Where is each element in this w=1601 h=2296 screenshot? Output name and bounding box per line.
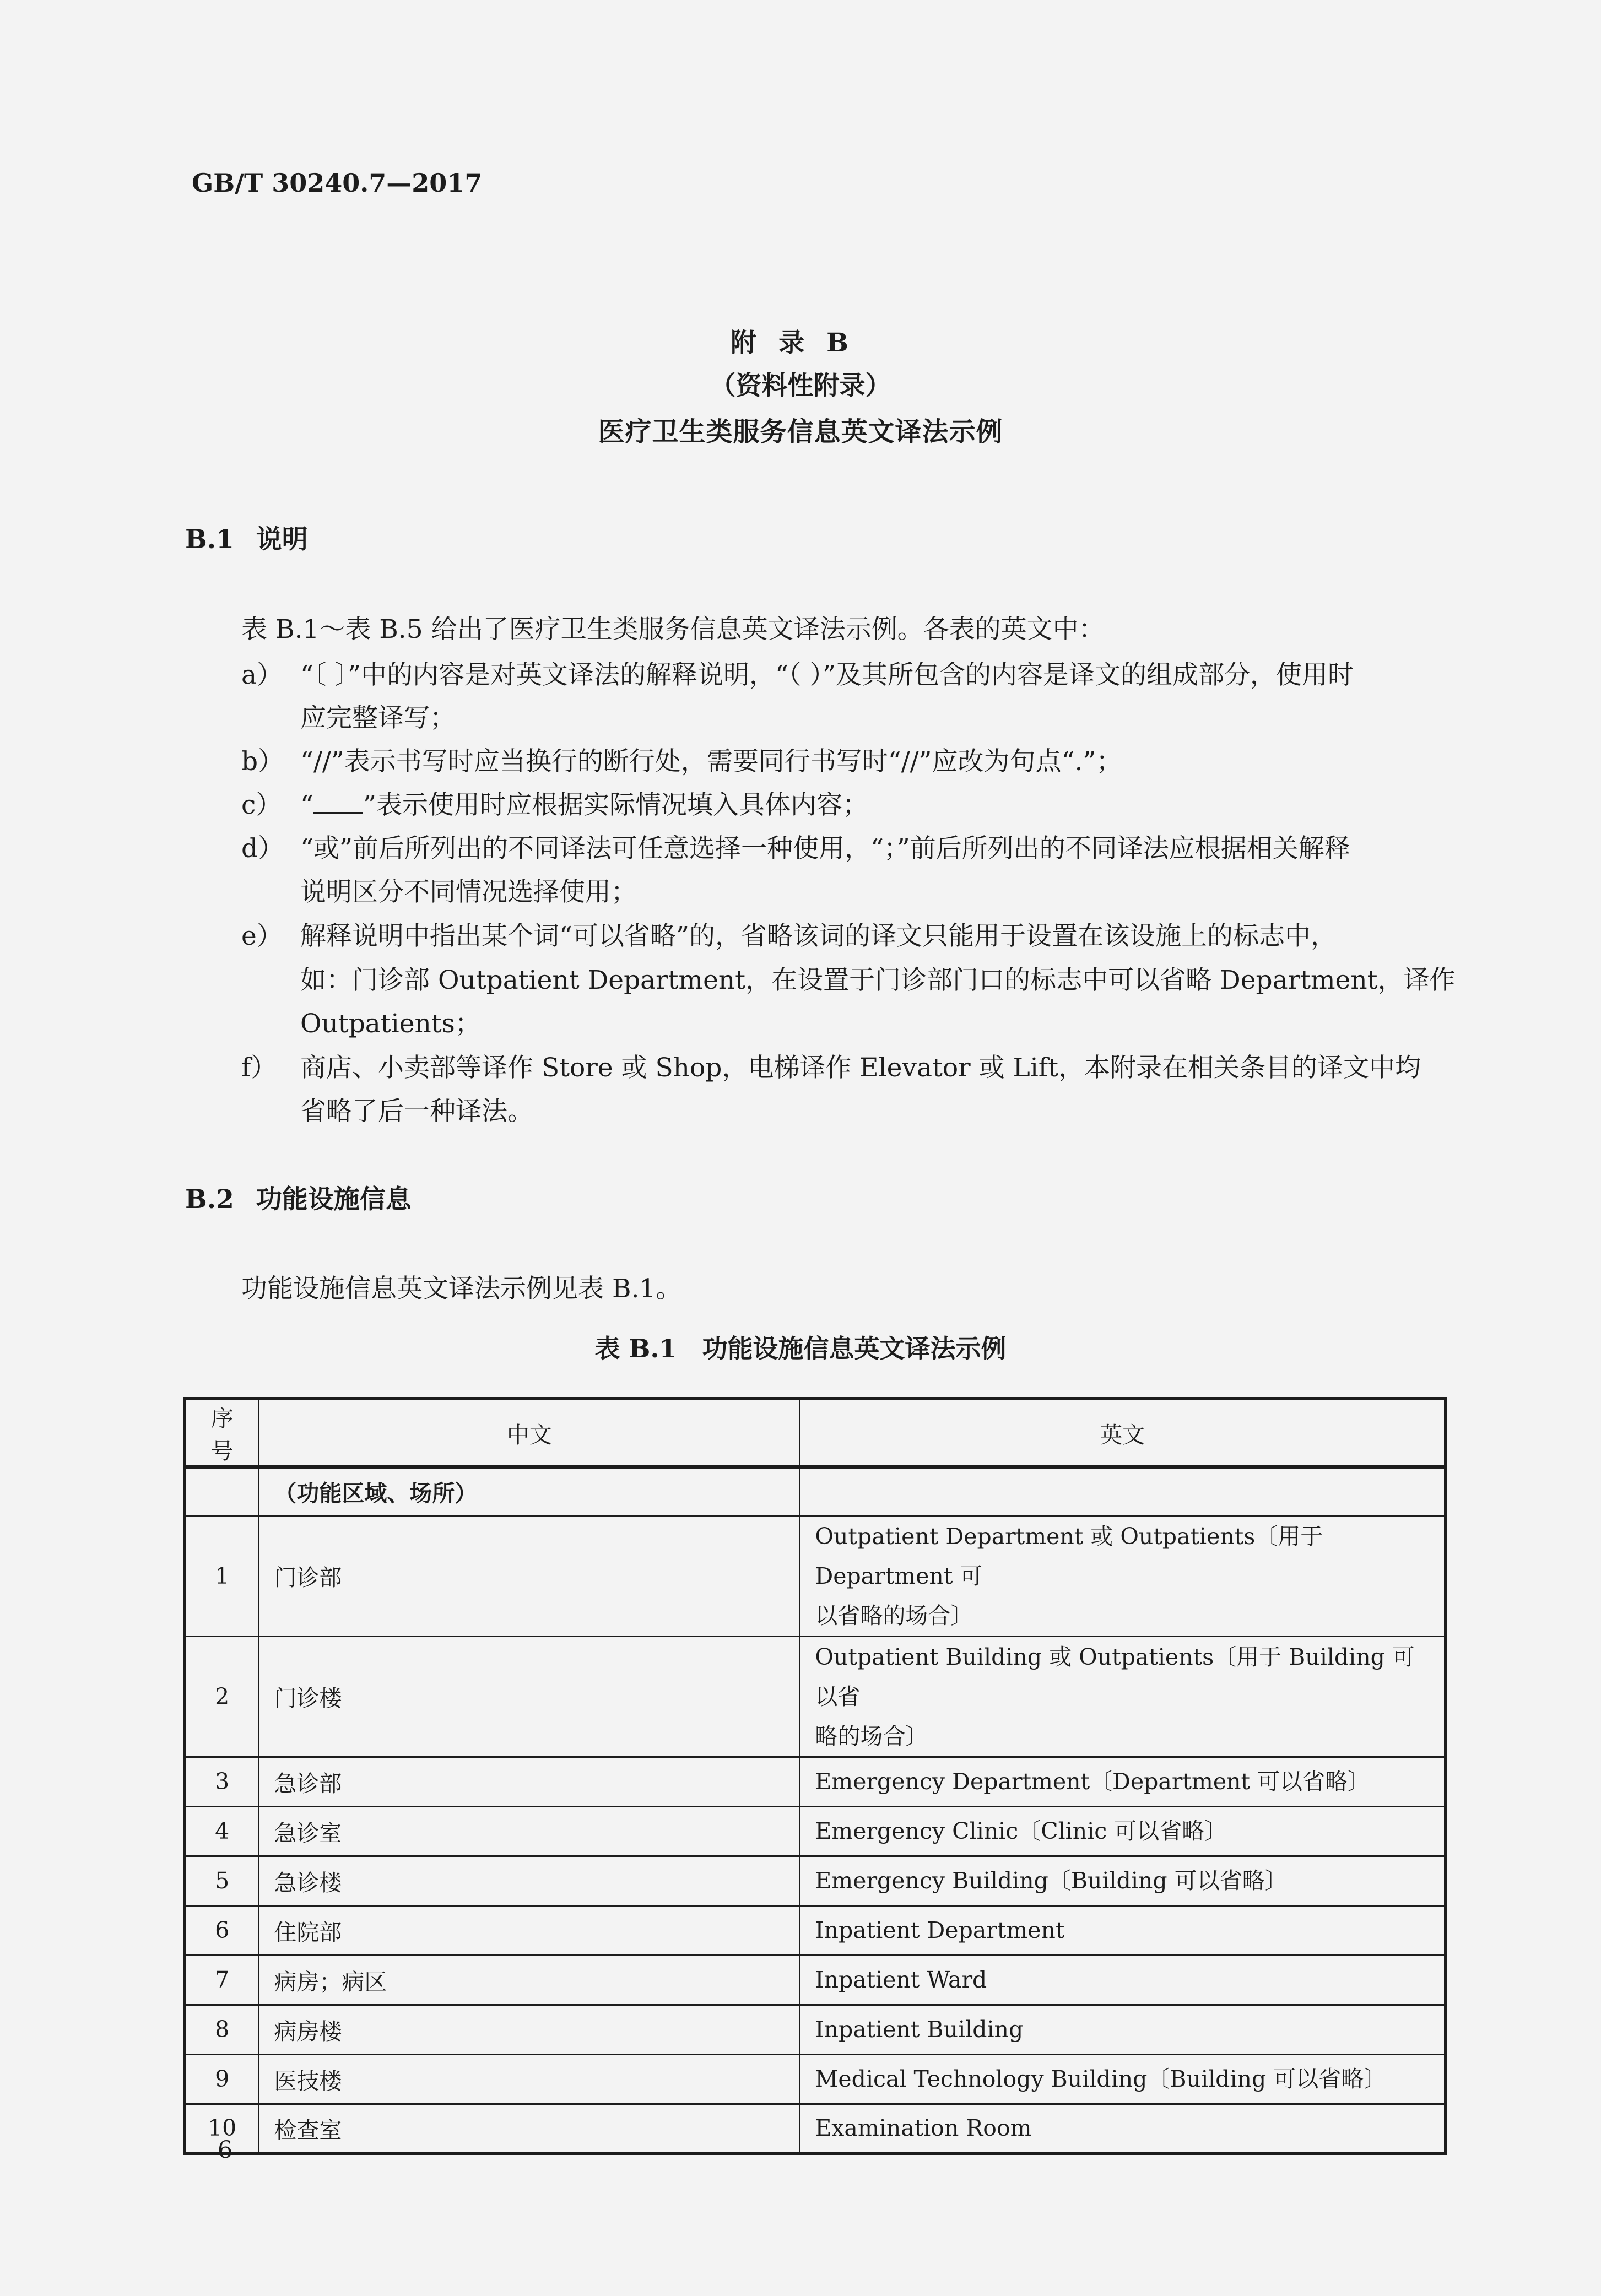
section-b1-intro: 表 B.1～表 B.5 给出了医疗卫生类服务信息英文译法示例。各表的英文中： [241, 614, 1105, 645]
row-english-line: Inpatient Ward [815, 1967, 987, 1993]
row-serial: 8 [185, 2005, 259, 2054]
open-quote: “ [300, 790, 314, 820]
section-b1-number: B.1 [185, 524, 234, 555]
row-english-line: Inpatient Building [815, 2016, 1024, 2043]
list-item-label: a） [241, 660, 283, 690]
section-b2-intro: 功能设施信息英文译法示例见表 B.1。 [241, 1274, 682, 1304]
translation-table [183, 1397, 1447, 2155]
row-serial: 6 [185, 1905, 259, 1955]
row-serial: 10 [185, 2104, 259, 2153]
table-group-row [185, 1467, 1446, 1515]
list-item-rest: ”表示使用时应根据实际情况填入具体内容； [363, 790, 869, 820]
row-english [800, 1515, 1446, 1636]
row-english-line: Emergency Building〔Building 可以省略〕 [815, 1867, 1288, 1894]
table-row [185, 2054, 1446, 2104]
row-english [800, 2054, 1446, 2104]
list-item-line [300, 784, 868, 821]
row-chinese: 急诊楼 [259, 1856, 800, 1905]
group-label: （功能区域、场所） [259, 1467, 800, 1515]
row-serial: 4 [185, 1806, 259, 1856]
row-english-line: Inpatient Department [815, 1917, 1065, 1943]
section-b2-heading [185, 1179, 412, 1216]
fill-in-blank [313, 794, 363, 814]
list-item-line: 商店、小卖部等译作 Store 或 Shop，电梯译作 Elevator 或 Lift，本附录在相关条目的译文中均 [300, 1053, 1421, 1083]
row-chinese: 住院部 [259, 1905, 800, 1955]
table-row [185, 2104, 1446, 2153]
section-b1-title: 说明 [256, 524, 308, 555]
table-row [185, 2005, 1446, 2054]
table-row [185, 1636, 1446, 1757]
list-item-line: “或”前后所列出的不同译法可任意选择一种使用，“；”前后所列出的不同译法应根据相关解释 [300, 833, 1350, 864]
row-serial: 2 [185, 1636, 259, 1757]
table-row [185, 1757, 1446, 1806]
table-caption: 表 B.1 功能设施信息英文译法示例 [594, 1334, 1007, 1363]
list-item-label: e） [241, 921, 283, 951]
row-english [800, 1636, 1446, 1757]
list-item-line: 说明区分不同情况选择使用； [300, 877, 637, 907]
list-item-label: d） [241, 833, 284, 864]
row-english [800, 1856, 1446, 1905]
list-item-line: 应完整译写； [300, 703, 456, 733]
list-item-label: c） [241, 790, 282, 820]
row-english-line: Emergency Department〔Department 可以省略〕 [815, 1768, 1370, 1795]
table-row [185, 1955, 1446, 2005]
list-item-label: f） [241, 1053, 277, 1083]
row-chinese: 病房；病区 [259, 1955, 800, 2005]
row-serial: 7 [185, 1955, 259, 2005]
row-english-line: Emergency Clinic〔Clinic 可以省略〕 [815, 1818, 1227, 1844]
row-chinese: 急诊室 [259, 1806, 800, 1856]
table-row [185, 1905, 1446, 1955]
table-row [185, 1806, 1446, 1856]
row-english [800, 2005, 1446, 2054]
row-chinese: 医技楼 [259, 2054, 800, 2104]
list-item-line: “//”表示书写时应当换行的断行处，需要同行书写时“//”应改为句点“.”； [300, 746, 1122, 777]
row-english-line: Outpatient Department 或 Outpatients〔用于 Department 可 [815, 1523, 1323, 1589]
row-chinese: 检查室 [259, 2104, 800, 2153]
row-serial: 9 [185, 2054, 259, 2104]
appendix-title: 医疗卫生类服务信息英文译法示例 [598, 416, 1003, 447]
appendix-nature: （资料性附录） [710, 371, 891, 401]
row-chinese: 急诊部 [259, 1757, 800, 1806]
row-english-line: 略的场合〕 [815, 1723, 928, 1750]
section-b2-title: 功能设施信息 [256, 1184, 412, 1215]
list-item-line: 如：门诊部 Outpatient Department，在设置于门诊部门口的标志中可以省略 Department，译作 [300, 965, 1456, 995]
header-english: 英文 [800, 1399, 1446, 1467]
row-chinese: 门诊楼 [259, 1636, 800, 1757]
row-english [800, 1955, 1446, 2005]
section-b1-heading [185, 519, 308, 556]
table-row [185, 1856, 1446, 1905]
table-row [185, 1515, 1446, 1636]
list-item-label: b） [241, 746, 284, 777]
document-number: GB/T 30240.7—2017 [192, 168, 483, 198]
list-item-line: “〔 〕”中的内容是对英文译法的解释说明，“（ ）”及其所包含的内容是译文的组成部分，使用时 [300, 660, 1354, 690]
row-serial: 1 [185, 1515, 259, 1636]
section-b2-number: B.2 [185, 1184, 234, 1215]
row-english-line: Medical Technology Building〔Building 可以省略〕 [815, 2066, 1387, 2092]
list-item-line: 解释说明中指出某个词“可以省略”的，省略该词的译文只能用于设置在该设施上的标志中， [300, 921, 1337, 951]
list-item-line: Outpatients； [300, 1009, 481, 1039]
row-english [800, 1757, 1446, 1806]
list-item-line: 省略了后一种译法。 [300, 1096, 533, 1127]
row-english-line: Outpatient Building 或 Outpatients〔用于 Building 可以省 [815, 1643, 1415, 1710]
row-chinese: 病房楼 [259, 2005, 800, 2054]
page-number: 6 [218, 2136, 233, 2164]
appendix-label: 附录B [731, 328, 870, 358]
row-english-line: 以省略的场合〕 [815, 1602, 973, 1629]
header-chinese: 中文 [259, 1399, 800, 1467]
row-english [800, 2104, 1446, 2153]
row-serial: 5 [185, 1856, 259, 1905]
row-english-line: Examination Room [815, 2115, 1032, 2142]
row-english [800, 1806, 1446, 1856]
row-serial: 3 [185, 1757, 259, 1806]
table-header-row [185, 1399, 1446, 1467]
header-serial: 序号 [185, 1399, 259, 1467]
row-chinese: 门诊部 [259, 1515, 800, 1636]
row-english [800, 1905, 1446, 1955]
